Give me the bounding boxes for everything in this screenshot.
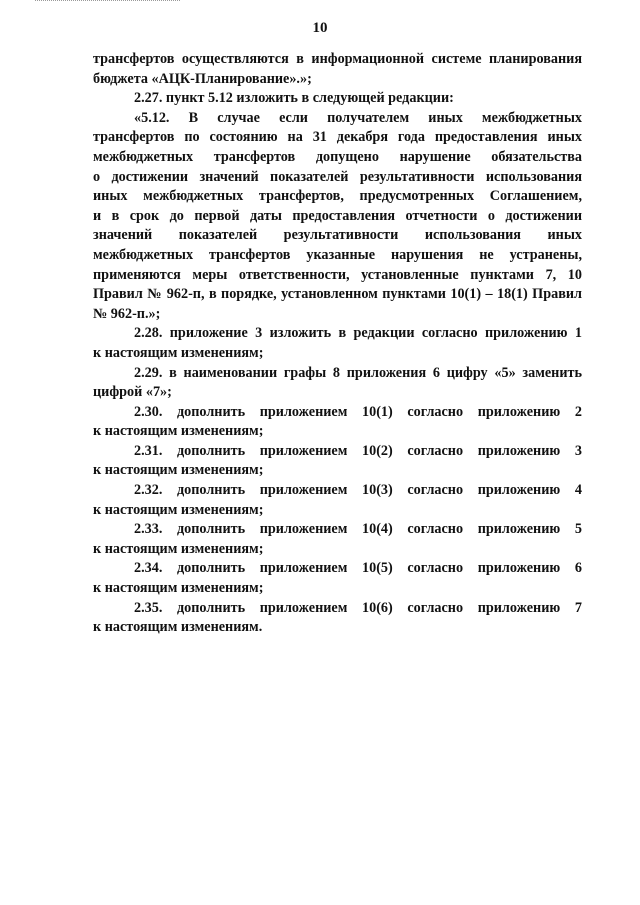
scan-artifact-line <box>35 0 180 2</box>
item-continuation: к настоящим изменениям; <box>93 462 264 479</box>
item-word: дополнить <box>176 442 246 459</box>
paragraph-2-29-line: 2.29. в наименовании графы 8 приложения 6 цифру «5» заменить <box>134 364 582 381</box>
item-word: дополнить <box>176 599 246 616</box>
clause-line: применяются меры ответственности, установленные пунктами 7, 10 <box>93 266 582 283</box>
item-appendix: 10(3) <box>362 482 393 499</box>
clause-line: трансфертов по состоянию на 31 декабря года предоставления иных <box>93 129 582 146</box>
item-line <box>93 403 582 423</box>
item-continuation: к настоящим изменениям. <box>93 619 263 636</box>
item-word: приложению <box>477 560 561 577</box>
item-number: 2.35. <box>134 599 163 616</box>
item-continuation: к настоящим изменениям; <box>93 423 264 440</box>
item-word: приложением <box>259 442 348 459</box>
item-number: 2.30. <box>134 403 163 420</box>
item-ref-number: 2 <box>574 403 582 420</box>
item-2-34 <box>93 559 582 598</box>
clause-line: Правил № 962-п, в порядке, установленном пунктами 10(1) – 18(1) Правил <box>93 286 582 303</box>
item-word: согласно <box>407 482 464 499</box>
item-word: приложению <box>477 403 561 420</box>
item-continuation: к настоящим изменениям; <box>93 501 264 518</box>
paragraph-2-28-line: 2.28. приложение 3 изложить в редакции согласно приложению 1 <box>134 325 582 342</box>
item-appendix: 10(1) <box>362 403 393 420</box>
item-word: приложением <box>259 521 348 538</box>
paragraph-line: бюджета «АЦК-Планирование».»; <box>93 70 312 87</box>
item-word: согласно <box>407 560 464 577</box>
item-ref-number: 4 <box>574 482 582 499</box>
item-number: 2.33. <box>134 521 163 538</box>
item-word: согласно <box>407 521 464 538</box>
clause-line: «5.12. В случае если получателем иных межбюджетных <box>134 109 582 126</box>
item-line <box>93 599 582 619</box>
item-2-32 <box>93 481 582 520</box>
item-word: дополнить <box>176 403 246 420</box>
item-word: приложению <box>477 521 561 538</box>
clause-line: о достижении значений показателей результативности использования <box>93 168 582 185</box>
item-word: приложению <box>477 482 561 499</box>
item-line <box>93 520 582 540</box>
item-continuation: к настоящим изменениям; <box>93 540 264 557</box>
item-2-30 <box>93 403 582 442</box>
item-2-33 <box>93 520 582 559</box>
item-word: согласно <box>407 599 464 616</box>
item-word: приложением <box>259 403 348 420</box>
document-body <box>93 50 582 638</box>
item-line <box>93 442 582 462</box>
item-appendix: 10(2) <box>362 442 393 459</box>
item-ref-number: 7 <box>574 599 582 616</box>
paragraph-2-27: 2.27. пункт 5.12 изложить в следующей редакции: <box>134 90 454 107</box>
item-word: приложением <box>259 560 348 577</box>
item-ref-number: 3 <box>574 442 582 459</box>
item-word: согласно <box>407 403 464 420</box>
item-continuation: к настоящим изменениям; <box>93 580 264 597</box>
item-2-31 <box>93 442 582 481</box>
item-word: дополнить <box>176 560 246 577</box>
clause-line: иных межбюджетных трансфертов, предусмотренных Соглашением, <box>93 188 582 205</box>
paragraph-2-29-line: цифрой «7»; <box>93 384 172 401</box>
item-word: приложению <box>477 442 561 459</box>
quoted-clause-5-12 <box>93 109 582 325</box>
item-number: 2.31. <box>134 442 163 459</box>
item-word: дополнить <box>176 521 246 538</box>
item-line <box>93 481 582 501</box>
item-word: согласно <box>407 442 464 459</box>
item-ref-number: 5 <box>574 521 582 538</box>
paragraph-line: трансфертов осуществляются в информационной системе планирования <box>93 51 582 67</box>
clause-line: № 962-п.»; <box>93 305 161 322</box>
paragraph-2-28-line: к настоящим изменениям; <box>93 344 264 361</box>
clause-line: и в срок до первой даты предоставления отчетности о достижении <box>93 207 582 224</box>
clause-line: межбюджетных трансфертов указанные нарушения не устранены, <box>93 246 582 263</box>
item-ref-number: 6 <box>574 560 582 577</box>
clause-line: межбюджетных трансфертов допущено нарушение обязательства <box>93 148 582 165</box>
clause-line: значений показателей результативности использования иных <box>93 227 582 244</box>
item-word: дополнить <box>176 482 246 499</box>
item-appendix: 10(5) <box>362 560 393 577</box>
item-2-35 <box>93 599 582 638</box>
item-number: 2.32. <box>134 482 163 499</box>
item-line <box>93 559 582 579</box>
item-word: приложением <box>259 482 348 499</box>
item-appendix: 10(4) <box>362 521 393 538</box>
item-appendix: 10(6) <box>362 599 393 616</box>
item-word: приложением <box>259 599 348 616</box>
item-word: приложению <box>477 599 561 616</box>
item-number: 2.34. <box>134 560 163 577</box>
page-number: 10 <box>312 20 328 36</box>
